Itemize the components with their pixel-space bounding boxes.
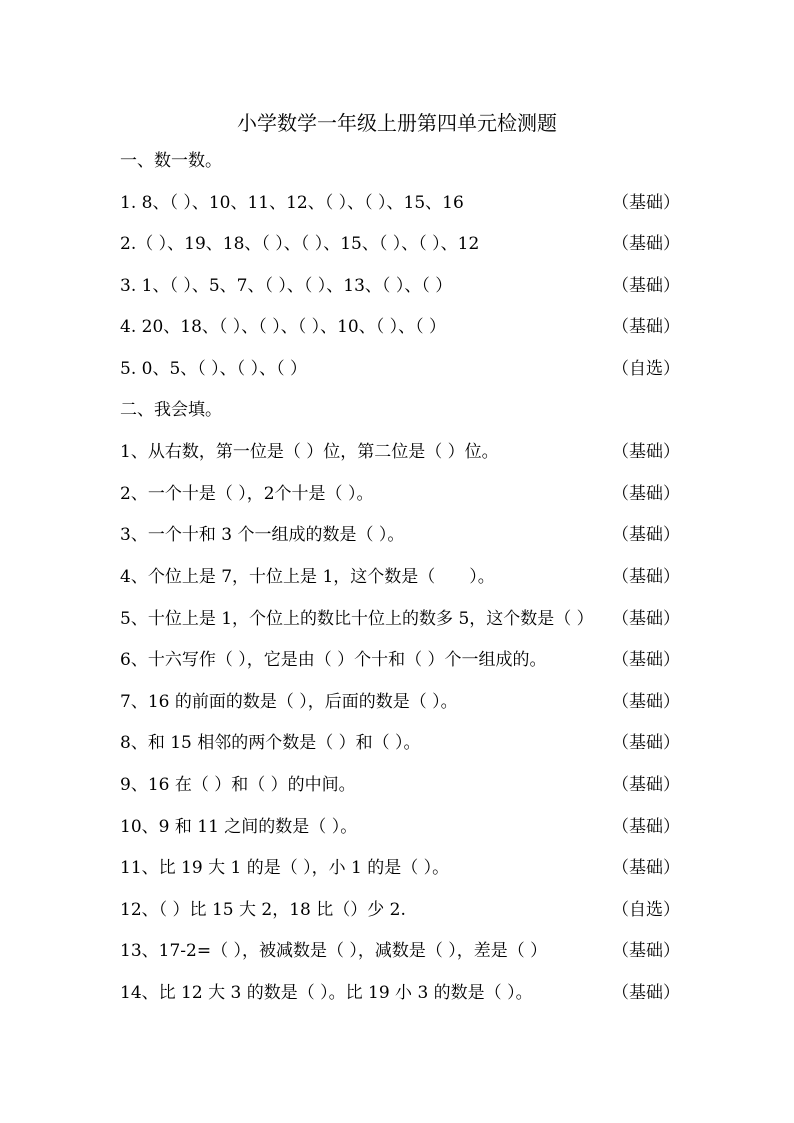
- difficulty-tag: （基础）: [612, 234, 680, 254]
- question-row: [120, 773, 680, 797]
- difficulty-tag: （基础）: [612, 442, 680, 462]
- difficulty-tag: （自选）: [612, 900, 680, 920]
- question-row: [120, 607, 680, 631]
- page-title: 小学数学一年级上册第四单元检测题: [237, 111, 557, 135]
- difficulty-tag: （基础）: [612, 609, 680, 629]
- difficulty-tag: （基础）: [612, 650, 680, 670]
- section-heading-fill-in: 二、我会填。: [120, 400, 222, 420]
- question-row: [120, 565, 680, 589]
- question-row: [120, 939, 680, 963]
- difficulty-tag: （基础）: [612, 692, 680, 712]
- difficulty-tag: （基础）: [612, 567, 680, 587]
- question-text: 3. 1、（ ）、5、7、（ ）、（ ）、13、（ ）、（ ）: [120, 276, 453, 296]
- question-row: [120, 523, 680, 547]
- difficulty-tag: （基础）: [612, 193, 680, 213]
- question-row: [120, 981, 680, 1005]
- section-heading-counting: 一、数一数。: [120, 151, 222, 171]
- difficulty-tag: （基础）: [612, 484, 680, 504]
- question-row: [120, 357, 680, 381]
- difficulty-tag: （基础）: [612, 733, 680, 753]
- question-row: [120, 690, 680, 714]
- question-text: 14、比 12 大 3 的数是（ ）。比 19 小 3 的数是（ ）。: [120, 983, 533, 1003]
- difficulty-tag: （自选）: [612, 359, 680, 379]
- question-row: [120, 856, 680, 880]
- difficulty-tag: （基础）: [612, 817, 680, 837]
- question-row: [120, 731, 680, 755]
- difficulty-tag: （基础）: [612, 858, 680, 878]
- question-text: 13、17-2=（ ），被减数是（ ），减数是（ ），差是（ ）: [120, 941, 548, 961]
- question-row: [120, 232, 680, 256]
- question-text: 5、十位上是 1，个位上的数比十位上的数多 5，这个数是（ ）: [120, 609, 594, 629]
- question-row: [120, 274, 680, 298]
- question-text: 3、一个十和 3 个一组成的数是（ ）。: [120, 525, 405, 545]
- question-row: [120, 191, 680, 215]
- question-row: [120, 648, 680, 672]
- question-row: [120, 315, 680, 339]
- question-text: 4. 20、18、（ ）、（ ）、（ ）、10、（ ）、（ ）: [120, 317, 447, 337]
- question-text: 12、（ ）比 15 大 2，18 比（）少 2.: [120, 900, 406, 920]
- question-row: [120, 815, 680, 839]
- question-text: 10、9 和 11 之间的数是（ ）。: [120, 817, 358, 837]
- difficulty-tag: （基础）: [612, 775, 680, 795]
- question-row: [120, 440, 680, 464]
- difficulty-tag: （基础）: [612, 525, 680, 545]
- difficulty-tag: （基础）: [612, 941, 680, 961]
- question-text: 2.（ ）、19、18、（ ）、（ ）、15、（ ）、（ ）、12: [120, 234, 480, 254]
- question-text: 1、从右数，第一位是（ ）位，第二位是（ ）位。: [120, 442, 499, 462]
- question-text: 5. 0、5、（ ）、（ ）、（ ）: [120, 359, 307, 379]
- difficulty-tag: （基础）: [612, 276, 680, 296]
- difficulty-tag: （基础）: [612, 317, 680, 337]
- question-text: 2、一个十是（ ），2个十是（ ）。: [120, 484, 374, 504]
- question-text: 6、十六写作（ ），它是由（ ）个十和（ ）个一组成的。: [120, 650, 547, 670]
- question-text: 7、16 的前面的数是（ ），后面的数是（ ）。: [120, 692, 458, 712]
- question-text: 1. 8、（ ）、10、11、12、（ ）、（ ）、15、16: [120, 193, 464, 213]
- question-text: 9、16 在（ ）和（ ）的中间。: [120, 775, 356, 795]
- question-text: 8、和 15 相邻的两个数是（ ）和（ ）。: [120, 733, 421, 753]
- difficulty-tag: （基础）: [612, 983, 680, 1003]
- question-row: [120, 898, 680, 922]
- question-text: 4、个位上是 7，十位上是 1，这个数是（ ）。: [120, 567, 495, 587]
- question-row: [120, 482, 680, 506]
- question-text: 11、比 19 大 1 的是（ ），小 1 的是（ ）。: [120, 858, 450, 878]
